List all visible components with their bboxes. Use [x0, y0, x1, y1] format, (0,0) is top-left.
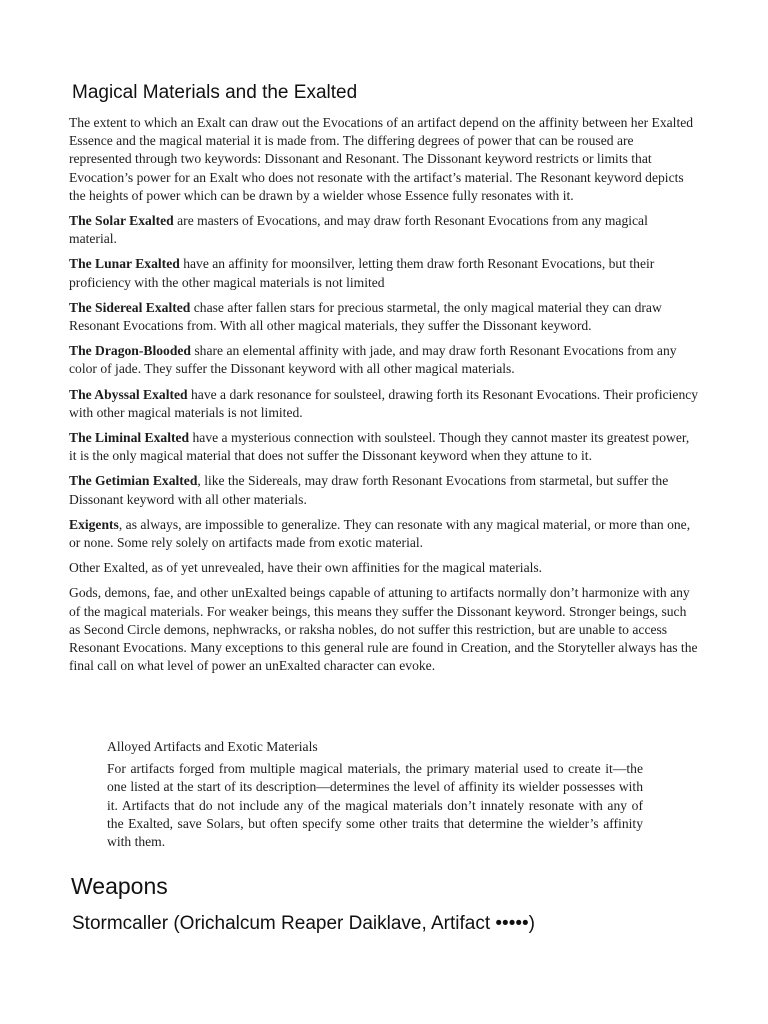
entry-text: have an affinity for moonsilver, letting them draw forth Resonant Evocations, but their proficiency with the other magical materials is not limited	[69, 256, 655, 290]
gods-paragraph: Gods, demons, fae, and other unExalted beings capable of attuning to artifacts normally don’t harmonize with any of the magical materials. For weaker beings, this means they suffer the Dissonant keyword. Stronger beings, such as Second Circle demons, nephwracks, or raksha nobles, do not suffer this restriction, but are unable to access Resonant Evocations. Many exceptions to this general rule are found in Creation, and the Storyteller always has the final call on what level of power an unExalted character can evoke.	[69, 585, 698, 674]
weapons-heading: Weapons	[71, 873, 168, 899]
entry-solar	[69, 212, 699, 248]
sidebar-title: Alloyed Artifacts and Exotic Materials	[107, 739, 318, 754]
item-heading: Stormcaller (Orichalcum Reaper Daiklave, Artifact •••••)	[72, 913, 535, 934]
entry-term: The Solar Exalted	[69, 213, 174, 229]
entry-dragon-blooded	[69, 342, 699, 378]
entry-term: The Lunar Exalted	[69, 256, 180, 272]
entry-text: have a mysterious connection with soulsteel. Though they cannot master its greatest power, it is the only magical material that does not suffer the Dissonant keyword when they attune to it.	[69, 430, 690, 464]
entry-text: share an elemental affinity with jade, and may draw forth Resonant Evocations from any color of jade. They suffer the Dissonant keyword with all other magical materials.	[69, 343, 677, 377]
entry-abyssal	[69, 386, 699, 422]
section-title: Magical Materials and the Exalted	[72, 82, 358, 103]
entry-text: have a dark resonance for soulsteel, drawing forth its Resonant Evocations. Their proficiency with other magical materials is not limited.	[69, 386, 699, 420]
main-body	[69, 114, 699, 682]
sidebar-box	[107, 738, 643, 851]
entry-text: are masters of Evocations, and may draw forth Resonant Evocations from any magical material.	[69, 213, 648, 247]
entry-getimian	[69, 472, 699, 508]
entry-text: chase after fallen stars for precious starmetal, the only magical material they can draw Resonant Evocations from. With all other magical materials, they suffer the Dissonant keyword.	[69, 299, 662, 334]
entry-sidereal	[69, 299, 699, 335]
entry-term: The Sidereal Exalted	[69, 299, 191, 315]
entry-term: The Dragon-Blooded	[69, 343, 191, 359]
entry-term: The Getimian Exalted	[69, 473, 198, 489]
entry-text: , as always, are impossible to generalize. They can resonate with any magical material, or more than one, or none. Some rely solely on artifacts made from exotic material.	[69, 516, 691, 551]
entry-liminal	[69, 429, 699, 465]
entry-term: The Abyssal Exalted	[69, 386, 188, 402]
entry-exigents	[69, 516, 699, 552]
intro-paragraph: The extent to which an Exalt can draw out the Evocations of an artifact depend on the affinity between her Exalted Essence and the magical material it is made from. The differing degrees of power that can be roused are represented through two keywords: Dissonant and Resonant. The Dissonant keyword restricts or limits that Evocation’s power for an Exalt who does not resonate with the artifact’s material. The Resonant keyword depicts the heights of power which can be drawn by a wielder whose Essence fully resonates with it.	[69, 115, 694, 203]
other-exalted-paragraph: Other Exalted, as of yet unrevealed, have their own affinities for the magical materials.	[69, 560, 543, 576]
entry-lunar	[69, 255, 699, 291]
sidebar-body: For artifacts forged from multiple magical materials, the primary material used to create it—the one listed at the start of its description—determines the level of affinity its wielder possesses with it. Artifacts that do not include any of the magical materials don’t innately resonate with any of the Exalted, save Solars, but often specify some other traits that determine the wielder’s affinity with them.	[107, 761, 643, 850]
entry-text: , like the Sidereals, may draw forth Resonant Evocations from starmetal, but suffer the Dissonant keyword with all other materials.	[69, 473, 669, 507]
entry-term: The Liminal Exalted	[69, 430, 190, 446]
entry-term: Exigents	[69, 516, 119, 532]
